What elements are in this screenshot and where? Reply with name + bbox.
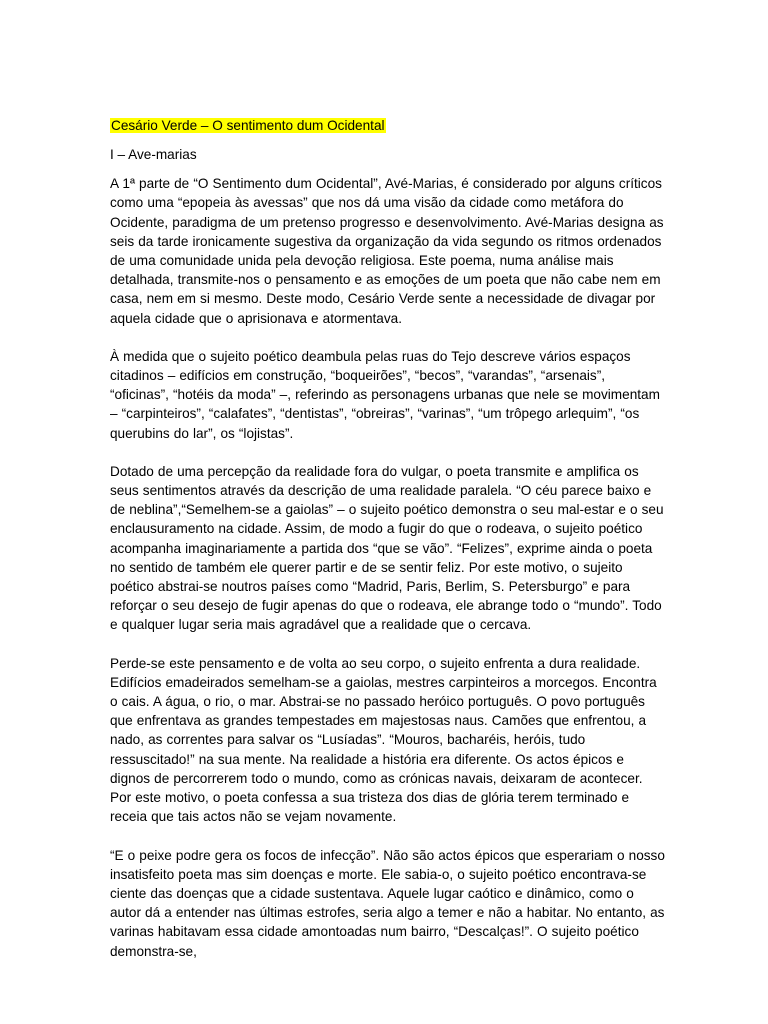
document-title-line <box>110 116 666 135</box>
paragraph-5: “E o peixe podre gera os focos de infecção”. Não são actos épicos que esperariam o nosso insatisfeito poeta mas sim doenças e morte. Ele sabia-o, o sujeito poético encontrava-se ciente das doenças que a cidade sustentava. Aquele lugar caótico e dinâmico, como o autor dá a entender nas últimas estrofes, seria algo a temer e não a habitar. No entanto, as varinas habitavam essa cidade amontoadas num bairro, “Descalças!”. O sujeito poético demonstra-se, <box>110 847 665 959</box>
paragraph-1: A 1ª parte de “O Sentimento dum Ocidental”, Avé-Marias, é considerado por alguns críticos como uma “epopeia às avessas” que nos dá uma visão da cidade como metáfora do Ocidente, paradigma de um pretenso progresso e desenvolvimento. Avé-Marias designa as seis da tarde ironicamente sugestiva da organização da vida segundo os ritmos ordenados de uma comunidade unida pela devoção religiosa. Este poema, numa análise mais detalhada, transmite-nos o pensamento e as emoções de um poeta que não cabe nem em casa, nem em si mesmo. Deste modo, Cesário Verde sente a necessidade de divagar por aquela cidade que o aprisionava e atormentava. <box>110 176 664 326</box>
paragraph-2: À medida que o sujeito poético deambula pelas ruas do Tejo descreve vários espaços citadinos – edifícios em construção, “boqueirões”, “becos”, “varandas”, “arsenais”, “oficinas”, “hotéis da moda” –, referindo as personagens urbanas que nele se movimentam – “carpinteiros”, “calafates”, “dentistas”, “obreiras”, “varinas”, “um trôpego arlequim”, “os querubins do lar”, os “lojistas”. <box>110 348 660 441</box>
paragraph-4: Perde-se este pensamento e de volta ao seu corpo, o sujeito enfrenta a dura realidade. Edifícios emadeirados semelham-se a gaiolas, mestres carpinteiros a morcegos. Encontra o cais. A água, o rio, o mar. Abstrai-se no passado heróico português. O povo português que enfrentava as grandes tempestades em majestosas naus. Camões que enfrentou, a nado, as correntes para salvar os “Lusíadas”. “Mouros, bacharéis, heróis, tudo ressuscitado!” na sua mente. Na realidade a história era diferente. Os actos épicos e dignos de percorrerem todo o mundo, como as crónicas navais, deixaram de acontecer. Por este motivo, o poeta confessa a sua tristeza dos dias de glória terem terminado e receia que tais actos não se vejam novamente. <box>110 655 657 825</box>
document-title: Cesário Verde – O sentimento dum Ocidental <box>111 118 385 133</box>
paragraph-3: Dotado de uma percepção da realidade fora do vulgar, o poeta transmite e amplifica os seus sentimentos através da descrição de uma realidade paralela. “O céu parece baixo e de neblina”,“Semelhem-se a gaiolas” – o sujeito poético demonstra o seu mal-estar e o seu enclausuramento na cidade. Assim, de modo a fugir do que o rodeava, o sujeito poético acompanha imaginariamente a partida dos “que se vão”. “Felizes”, exprime ainda o poeta no sentido de também ele querer partir e de se sentir feliz. Por este motivo, o sujeito poético abstrai-se noutros países como “Madrid, Paris, Berlim, S. Petersburgo” e para reforçar o seu desejo de fugir apenas do que o rodeava, ele abrange todo o “mundo”. Todo e qualquer lugar seria mais agradável que a realidade que o cercava. <box>110 463 664 633</box>
document-page <box>110 116 666 980</box>
section-heading: I – Ave-marias <box>110 147 197 162</box>
